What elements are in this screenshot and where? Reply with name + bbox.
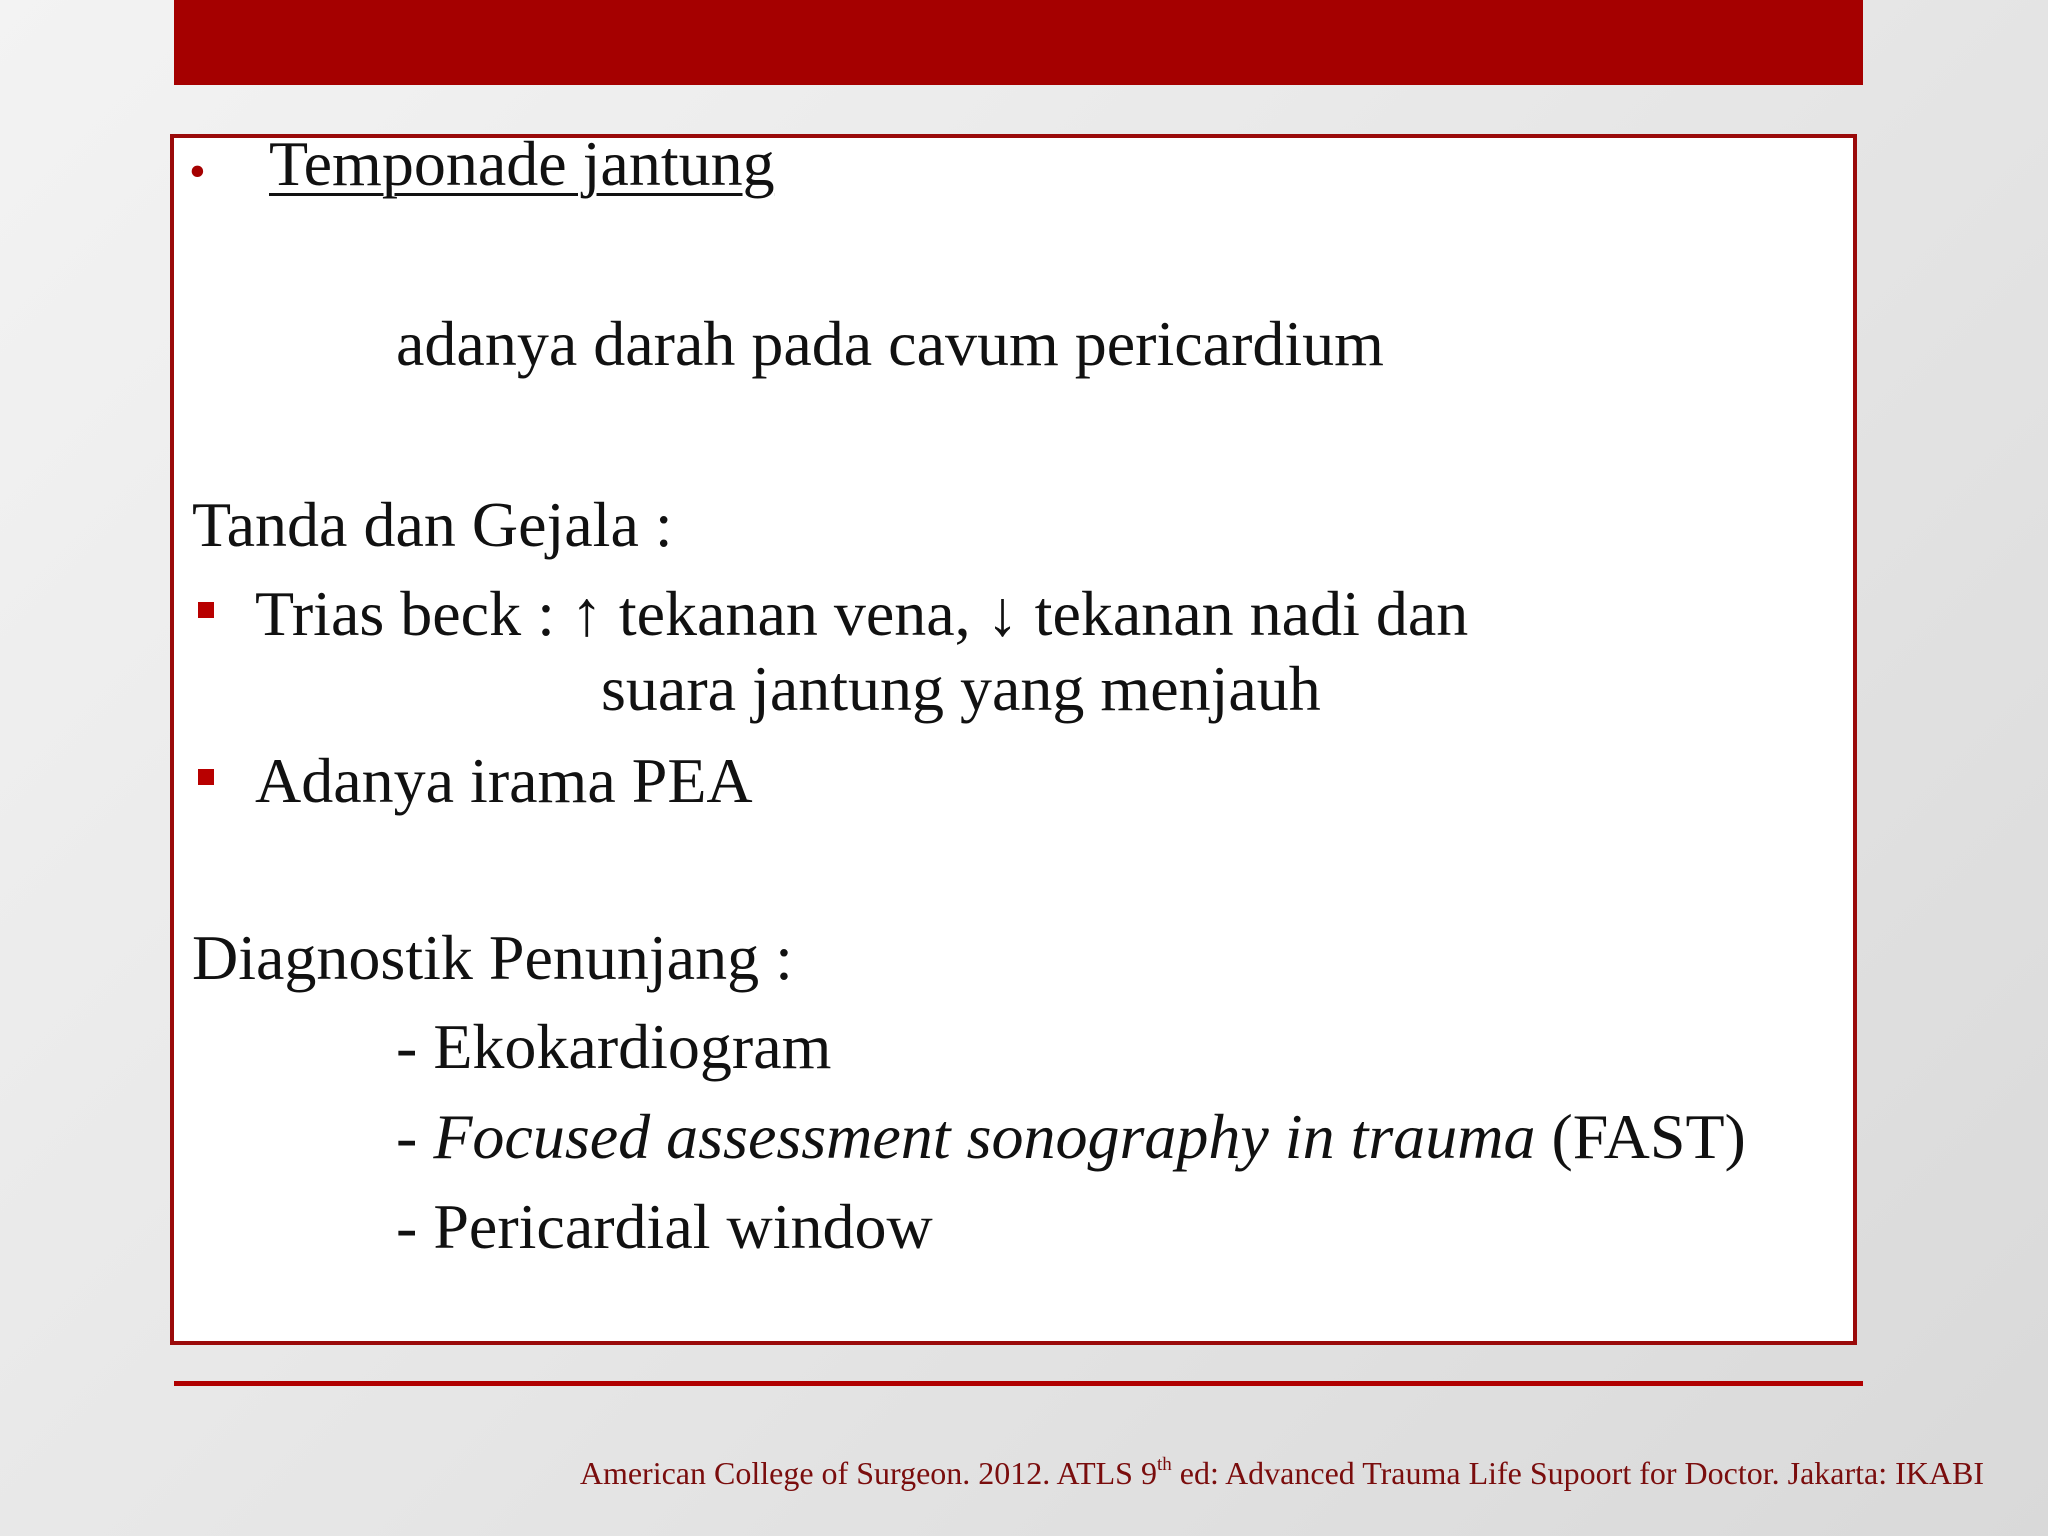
sign-trias-beck: Trias beck : ↑ tekanan vena, ↓ tekanan nadi dan: [255, 578, 1469, 649]
sign-trias-beck-continuation: suara jantung yang menjauh: [601, 653, 1321, 724]
square-bullet-icon: [198, 769, 214, 785]
title-bullet: •: [189, 145, 206, 198]
diagnostic-item-ekokardiogram: - Ekokardiogram: [396, 1011, 832, 1082]
diagnostic-dash: -: [396, 1101, 434, 1172]
diagnostic-fast-abbrev: (FAST): [1535, 1101, 1746, 1172]
diagnostic-item-pericardial-window: - Pericardial window: [396, 1191, 933, 1262]
diagnostic-fast-italic: Focused assessment sonography in trauma: [433, 1101, 1536, 1172]
footer-divider: [174, 1381, 1863, 1386]
citation-part-1: American College of Surgeon. 2012. ATLS 9: [579, 1455, 1157, 1491]
citation-superscript: th: [1156, 1454, 1172, 1475]
citation-part-2: ed: Advanced Trauma Life Supoort for Doctor. Jakarta: IKABI: [1171, 1455, 1984, 1491]
definition-text: adanya darah pada cavum pericardium: [396, 308, 1384, 379]
top-accent-bar: [174, 0, 1863, 85]
footer-citation: [580, 1455, 1984, 1492]
sign-pea: Adanya irama PEA: [255, 745, 753, 816]
slide-title: Temponade jantung: [269, 128, 775, 199]
diagnostic-item-fast: [396, 1101, 1746, 1172]
signs-heading: Tanda dan Gejala :: [192, 489, 673, 560]
square-bullet-icon: [198, 602, 214, 618]
diagnostics-heading: Diagnostik Penunjang :: [192, 922, 793, 993]
